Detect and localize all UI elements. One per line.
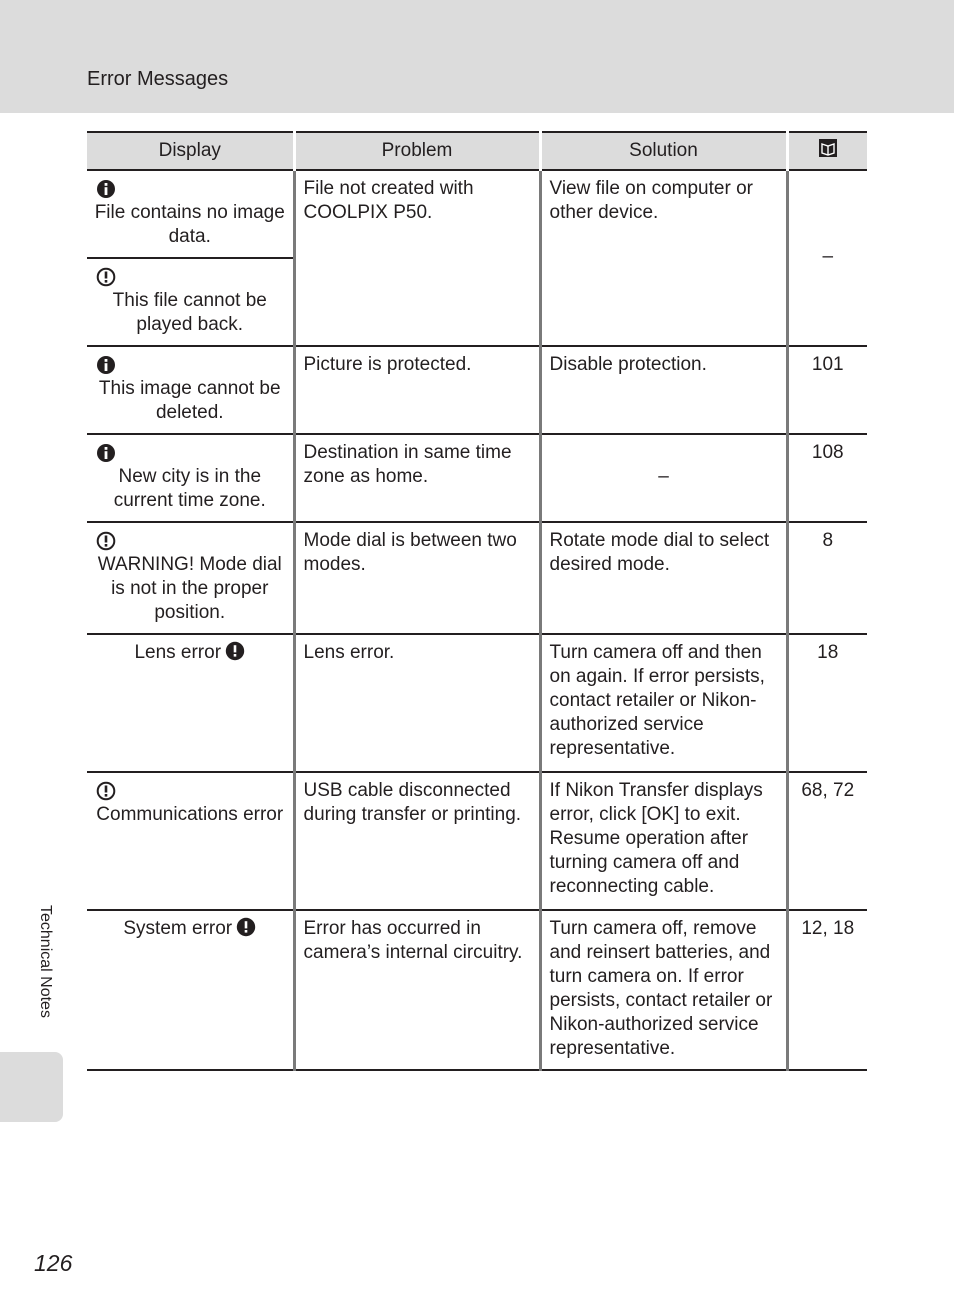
display-cell: [87, 772, 294, 910]
display-cell: [87, 434, 294, 522]
display-message: This file cannot be played back.: [112, 290, 267, 335]
column-header-reference: [787, 132, 867, 170]
warning-icon: [96, 529, 287, 553]
solution-cell: Turn camera off and then on again. If error persists, contact retailer or Nikon-authorized service representative.: [540, 634, 787, 772]
reference-cell: 101: [787, 346, 867, 434]
section-side-label: Technical Notes: [37, 905, 54, 1018]
book-reference-icon: [818, 138, 838, 158]
reference-cell: 12, 18: [787, 910, 867, 1070]
display-message: Communications error: [96, 804, 284, 825]
display-cell: [87, 346, 294, 434]
problem-cell: Destination in same time zone as home.: [294, 434, 540, 522]
error-icon: [221, 642, 245, 663]
table-row: [87, 910, 867, 1070]
column-header-display: Display: [87, 132, 294, 170]
header-band: [0, 0, 954, 113]
error-messages-table: [87, 131, 867, 1071]
display-message: This image cannot be deleted.: [98, 378, 281, 423]
error-icon: [232, 918, 256, 939]
display-message: File contains no image data.: [94, 202, 285, 247]
problem-cell: Error has occurred in camera’s internal circuitry.: [294, 910, 540, 1070]
solution-cell: –: [540, 434, 787, 522]
column-header-solution: Solution: [540, 132, 787, 170]
column-header-problem: Problem: [294, 132, 540, 170]
solution-cell: Rotate mode dial to select desired mode.: [540, 522, 787, 634]
table-row: [87, 772, 867, 910]
display-cell: [87, 910, 294, 1070]
solution-cell: View file on computer or other device.: [540, 170, 787, 346]
problem-cell: Picture is protected.: [294, 346, 540, 434]
reference-cell: 8: [787, 522, 867, 634]
reference-cell: 108: [787, 434, 867, 522]
info-icon: [96, 441, 287, 465]
solution-cell: Disable protection.: [540, 346, 787, 434]
info-icon: [96, 353, 287, 377]
section-title: Error Messages: [87, 68, 229, 90]
section-tab: [0, 1052, 63, 1122]
display-message: System error: [123, 918, 233, 939]
display-message: New city is in the current time zone.: [113, 466, 266, 511]
table-row: [87, 346, 867, 434]
solution-cell: Turn camera off, remove and reinsert batteries, and turn camera on. If error persists, contact retailer or Nikon-authorized service representative.: [540, 910, 787, 1070]
table-row: [87, 170, 867, 258]
reference-cell: –: [787, 170, 867, 346]
display-cell: [87, 258, 294, 346]
problem-cell: USB cable disconnected during transfer or printing.: [294, 772, 540, 910]
display-cell: [87, 634, 294, 772]
warning-icon: [96, 779, 287, 803]
reference-cell: 68, 72: [787, 772, 867, 910]
table-row: [87, 434, 867, 522]
reference-cell: 18: [787, 634, 867, 772]
table-row: [87, 522, 867, 634]
display-cell: [87, 522, 294, 634]
solution-cell: If Nikon Transfer displays error, click [OK] to exit. Resume operation after turning camera off and reconnecting cable.: [540, 772, 787, 910]
info-icon: [96, 177, 287, 201]
warning-icon: [96, 265, 287, 289]
page-number: 126: [34, 1250, 73, 1276]
display-message: WARNING! Mode dial is not in the proper position.: [97, 554, 282, 623]
problem-cell: Mode dial is between two modes.: [294, 522, 540, 634]
table-header-row: [87, 132, 867, 170]
display-cell: [87, 170, 294, 258]
problem-cell: File not created with COOLPIX P50.: [294, 170, 540, 346]
problem-cell: Lens error.: [294, 634, 540, 772]
table-row: [87, 634, 867, 772]
display-message: Lens error: [134, 642, 222, 663]
